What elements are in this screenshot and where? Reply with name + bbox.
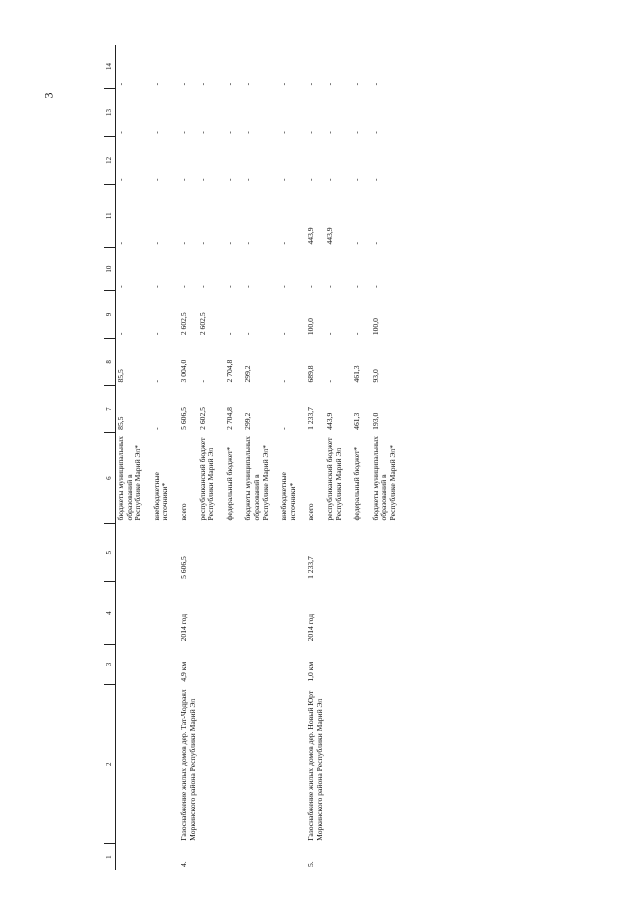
amount-c12: - [352, 178, 362, 182]
amount-c13: - [197, 131, 207, 134]
amount-c11: - [151, 241, 161, 245]
table-row [179, 45, 198, 870]
amount-c14: - [178, 82, 188, 86]
amount-c12: - [306, 178, 316, 182]
amount-c9: - [279, 332, 289, 336]
amount-c12: - [224, 178, 234, 182]
amount-c11: - [279, 241, 289, 245]
amount-c14: - [279, 82, 289, 86]
year: 2014 год [178, 613, 188, 642]
amount-c13: - [279, 131, 289, 134]
column-header-5: 5 [104, 524, 116, 582]
amount-c9: - [324, 332, 334, 336]
column-header-6: 6 [104, 433, 116, 524]
financing-table [104, 45, 406, 870]
amount-c11: - [178, 241, 188, 245]
funding-source: бюджеты муниципальных образований в Республике Марий Эл* [116, 436, 143, 521]
amount-c13: - [224, 131, 234, 134]
length: 4,9 км [178, 661, 188, 682]
amount-c8: - [324, 379, 334, 383]
object-name: Газоснабжение жилых домов дер. Новый Юрт Моркинского района Республики Марий Эл [306, 690, 324, 841]
amount-c13: - [370, 131, 380, 134]
total-cost: 5 606,5 [178, 556, 188, 579]
amount-c11: - [243, 241, 253, 245]
year [116, 582, 179, 644]
amount-c11: 443,9 [306, 227, 316, 245]
column-header-8: 8 [104, 338, 116, 385]
amount-c10: - [197, 285, 207, 288]
amount-c14: - [224, 82, 234, 86]
amount-c14: - [116, 82, 125, 86]
amount-c12: - [116, 178, 125, 182]
amount-c9: - [352, 332, 362, 336]
amount-c8: 689,8 [306, 365, 316, 383]
amount-c8: 461,3 [352, 365, 362, 383]
amount-c14: - [197, 82, 207, 86]
amount-c10: - [370, 285, 380, 288]
table-row [306, 45, 325, 870]
amount-c13: - [116, 131, 125, 134]
funding-source: федеральный бюджет* [224, 446, 234, 521]
column-header-10: 10 [104, 248, 116, 291]
length: 1,0 км [306, 661, 316, 682]
funding-source: всего [306, 503, 316, 521]
amount-c7: 443,9 [324, 412, 334, 430]
amount-c14: - [370, 82, 380, 86]
funding-source: бюджеты муниципальных образований в Республике Марий Эл* [370, 436, 397, 521]
amount-c7: 2 602,5 [197, 407, 207, 430]
total-cost [116, 524, 179, 582]
amount-c7: - [151, 427, 161, 430]
column-header-4: 4 [104, 582, 116, 644]
column-header-3: 3 [104, 644, 116, 684]
funding-source: федеральный бюджет* [352, 446, 362, 521]
amount-c11: 443,9 [324, 227, 334, 245]
amount-c10: - [224, 285, 234, 288]
amount-c10: - [243, 285, 253, 288]
amount-c7: 2 704,8 [224, 407, 234, 430]
item-number: 4. [178, 861, 188, 867]
page-number: 3 [41, 92, 56, 99]
total-cost: 1 233,7 [306, 556, 316, 579]
amount-c13: - [306, 131, 316, 134]
funding-source: внебюджетные источники* [279, 472, 297, 521]
amount-c12: - [178, 178, 188, 182]
amount-c12: - [370, 178, 380, 182]
amount-c8: - [197, 379, 207, 383]
length [116, 644, 179, 684]
item-number: 5. [306, 861, 316, 867]
amount-c12: - [151, 178, 161, 182]
item-number [116, 844, 179, 870]
amount-c7: 85,5 [116, 416, 125, 430]
column-header-12: 12 [104, 137, 116, 184]
amount-c9: - [151, 332, 161, 336]
amount-c14: - [151, 82, 161, 86]
amount-c8: 85,5 [116, 369, 125, 383]
column-header-1: 1 [104, 844, 116, 870]
amount-c8: - [151, 379, 161, 383]
amount-c11: - [352, 241, 362, 245]
amount-c10: - [324, 285, 334, 288]
amount-c13: - [324, 131, 334, 134]
amount-c14: - [306, 82, 316, 86]
column-header-2: 2 [104, 685, 116, 844]
amount-c11: - [370, 241, 380, 245]
amount-c7: 1 233,7 [306, 407, 316, 430]
amount-c7: 461,3 [352, 412, 362, 430]
amount-c10: - [178, 285, 188, 288]
amount-c14: - [324, 82, 334, 86]
amount-c11: - [116, 241, 125, 245]
amount-c7: - [279, 427, 289, 430]
amount-c8: 93,0 [370, 369, 380, 383]
amount-c13: - [243, 131, 253, 134]
amount-c10: - [151, 285, 161, 288]
amount-c9: - [243, 332, 253, 336]
table-body [104, 45, 406, 870]
amount-c9: - [224, 332, 234, 336]
table-row [116, 45, 152, 870]
amount-c11: - [224, 241, 234, 245]
amount-c9: 100,0 [370, 318, 380, 336]
funding-source: республиканский бюджет Республики Марий Эл [324, 437, 343, 521]
amount-c13: - [352, 131, 362, 134]
amount-c8: 3 004,0 [178, 359, 188, 383]
funding-source: бюджеты муниципальных образований в Республике Марий Эл* [243, 436, 270, 521]
amount-c14: - [352, 82, 362, 86]
amount-c11: - [197, 241, 207, 245]
object-name: Газоснабжение жилых домов дер. Тат-Чодраял Моркинского района Республики Марий Эл [178, 689, 197, 841]
amount-c7: 299,2 [243, 412, 253, 430]
column-header-7: 7 [104, 386, 116, 433]
amount-c13: - [151, 131, 161, 134]
amount-c9: - [116, 332, 125, 336]
column-header-11: 11 [104, 184, 116, 247]
column-header-14: 14 [104, 45, 116, 88]
amount-c9: 2 602,5 [178, 312, 188, 336]
column-header-13: 13 [104, 88, 116, 136]
rotated-table-page [104, 45, 618, 870]
amount-c9: 100,0 [306, 318, 316, 336]
amount-c7: 5 606,5 [178, 407, 188, 430]
column-number-header [104, 45, 116, 870]
amount-c8: 2 704,8 [224, 359, 234, 383]
amount-c8: 299,2 [243, 365, 253, 383]
amount-c12: - [197, 178, 207, 182]
funding-source: республиканский бюджет Республики Марий Эл [197, 437, 216, 521]
amount-c10: - [116, 285, 125, 288]
year: 2014 год [306, 613, 316, 642]
amount-c12: - [324, 178, 334, 182]
amount-c14: - [243, 82, 253, 86]
amount-c12: - [243, 178, 253, 182]
amount-c7: 193,0 [370, 412, 380, 430]
amount-c10: - [279, 285, 289, 288]
funding-source: внебюджетные источники* [151, 472, 170, 521]
amount-c13: - [178, 131, 188, 134]
amount-c9: 2 602,5 [197, 312, 207, 336]
object-name [116, 685, 179, 844]
amount-c10: - [352, 285, 362, 288]
amount-c10: - [306, 285, 316, 288]
funding-source: всего [178, 503, 188, 521]
amount-c12: - [279, 178, 289, 182]
amount-c8: - [279, 379, 289, 383]
column-header-9: 9 [104, 291, 116, 338]
